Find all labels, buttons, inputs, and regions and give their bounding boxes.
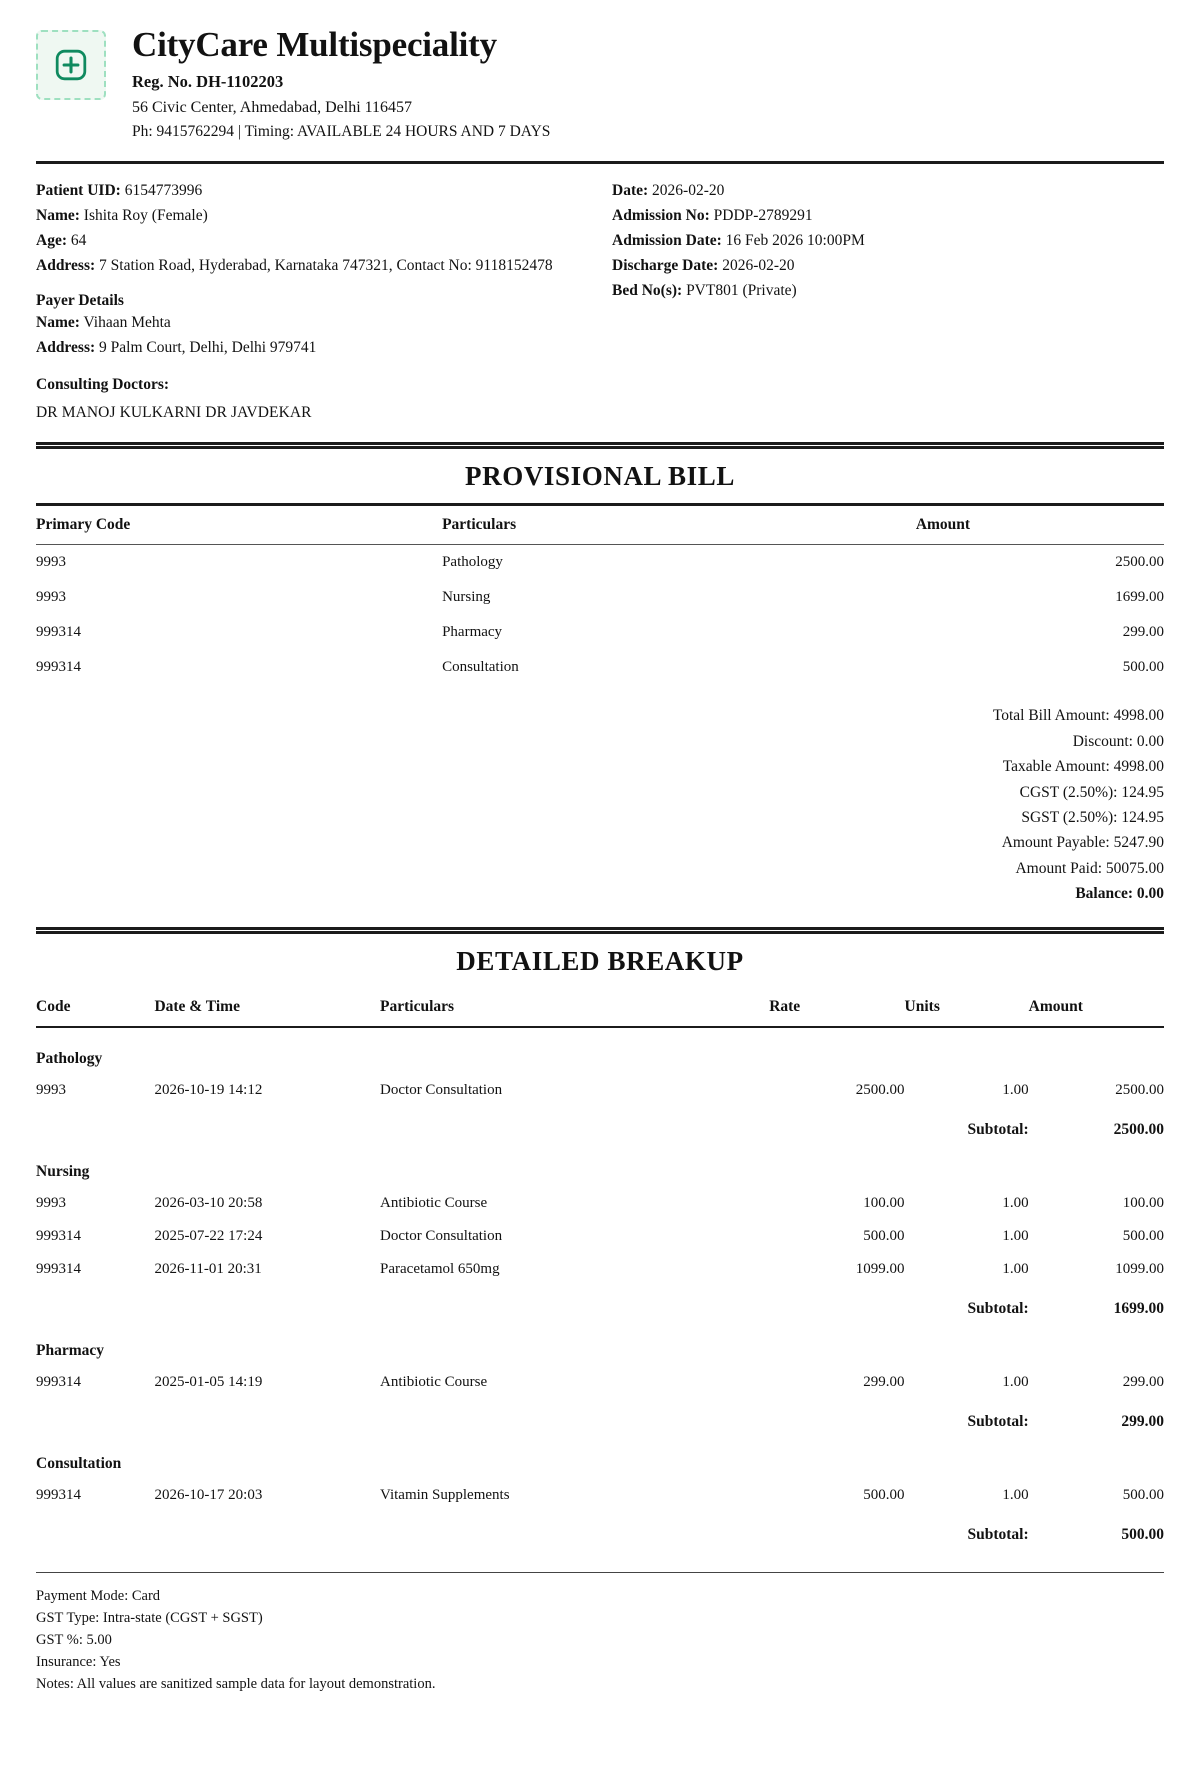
breakup-subtotal-row <box>36 1399 1164 1433</box>
bill-row-amount: 2500.00 <box>1115 554 1164 571</box>
payer-name-label: Name: <box>36 314 80 332</box>
admission-date-label: Admission Date: <box>612 232 722 250</box>
summary-label: Taxable Amount: <box>1002 758 1114 776</box>
summary-row <box>36 729 1164 754</box>
breakup-row-particulars: Vitamin Supplements <box>380 1486 510 1503</box>
breakup-row-particulars: Doctor Consultation <box>380 1227 503 1244</box>
breakup-row-units: 1.00 <box>1002 1194 1029 1211</box>
payer-details-heading: Payer Details <box>36 292 124 310</box>
table-row <box>36 580 1164 615</box>
subtotal-label: Subtotal: <box>967 1299 1029 1317</box>
payer-address-value: 9 Palm Court, Delhi, Delhi 979741 <box>99 339 317 357</box>
breakup-row-units: 1.00 <box>1002 1373 1029 1390</box>
payer-address-row <box>36 335 600 360</box>
subtotal-label: Subtotal: <box>967 1412 1029 1430</box>
breakup-subtotal-row <box>36 1286 1164 1320</box>
bill-row-code: 9993 <box>36 589 66 606</box>
footer-line: GST %: 5.00 <box>36 1631 112 1648</box>
col-date-time: Date & Time <box>154 988 380 1027</box>
patient-info-right <box>600 178 1164 423</box>
col-particulars: Particulars <box>380 988 769 1027</box>
summary-value: 124.95 <box>1121 809 1164 827</box>
breakup-row-code: 999314 <box>36 1227 81 1244</box>
bill-row-particulars: Consultation <box>442 659 519 676</box>
bill-footer <box>36 1573 1164 1695</box>
subtotal-spacer <box>36 1286 905 1320</box>
breakup-row-datetime: 2026-10-17 20:03 <box>154 1486 263 1503</box>
detailed-breakup-table <box>36 988 1164 1546</box>
breakup-row-rate: 1099.00 <box>855 1260 905 1277</box>
group-name: Pathology <box>36 1049 103 1067</box>
breakup-row-rate: 2500.00 <box>855 1081 905 1098</box>
summary-row <box>36 830 1164 855</box>
summary-label: Amount Payable: <box>1001 834 1114 852</box>
breakup-row-datetime: 2025-01-05 14:19 <box>154 1373 263 1390</box>
patient-name-value: Ishita Roy (Female) <box>83 206 208 224</box>
col-amount: Amount <box>916 505 1164 545</box>
breakup-row-code: 999314 <box>36 1373 81 1390</box>
bed-number-label: Bed No(s): <box>612 282 683 300</box>
subtotal-spacer <box>36 1512 905 1546</box>
summary-value: 0.00 <box>1136 885 1164 903</box>
footer-line: Insurance: Yes <box>36 1653 121 1670</box>
summary-row <box>36 754 1164 779</box>
subtotal-value: 500.00 <box>1121 1525 1164 1543</box>
subtotal-label: Subtotal: <box>967 1120 1029 1138</box>
provisional-bill-divider <box>36 442 1164 449</box>
breakup-row-amount: 299.00 <box>1122 1373 1164 1390</box>
breakup-row-particulars: Doctor Consultation <box>380 1081 503 1098</box>
footer-line: GST Type: Intra-state (CGST + SGST) <box>36 1609 263 1626</box>
table-row <box>36 1220 1164 1253</box>
breakup-row-code: 999314 <box>36 1260 81 1277</box>
bill-row-amount: 500.00 <box>1122 659 1164 676</box>
registration-number: Reg. No. DH-1102203 <box>132 71 284 91</box>
subtotal-spacer <box>36 1107 905 1141</box>
table-row <box>36 1187 1164 1220</box>
bill-row-particulars: Pathology <box>442 554 503 571</box>
breakup-group-header <box>36 1141 1164 1187</box>
breakup-row-datetime: 2025-07-22 17:24 <box>154 1227 263 1244</box>
bill-row-code: 999314 <box>36 624 81 641</box>
bill-row-amount: 1699.00 <box>1115 589 1164 606</box>
breakup-row-code: 9993 <box>36 1081 66 1098</box>
summary-row <box>36 780 1164 805</box>
summary-label: Total Bill Amount: <box>992 707 1114 725</box>
breakup-row-rate: 299.00 <box>863 1373 905 1390</box>
breakup-row-units: 1.00 <box>1002 1260 1029 1277</box>
group-name: Pharmacy <box>36 1341 105 1359</box>
medical-plus-icon <box>54 48 88 82</box>
table-header-row <box>36 505 1164 545</box>
breakup-subtotal-row <box>36 1512 1164 1546</box>
discharge-date-row <box>612 253 1164 278</box>
discharge-date-label: Discharge Date: <box>612 257 719 275</box>
summary-value: 5247.90 <box>1113 834 1164 852</box>
patient-uid-row <box>36 178 600 203</box>
summary-label: SGST (2.50%): <box>1021 809 1122 827</box>
summary-row <box>36 703 1164 728</box>
document-header <box>36 18 1164 151</box>
bill-date-label: Date: <box>612 181 649 199</box>
breakup-row-rate: 500.00 <box>863 1486 905 1503</box>
summary-label: Balance: <box>1075 885 1137 903</box>
col-rate: Rate <box>769 988 904 1027</box>
subtotal-value: 1699.00 <box>1113 1299 1164 1317</box>
consulting-doctors-names: DR MANOJ KULKARNI DR JAVDEKAR <box>36 404 312 422</box>
admission-no-row <box>612 203 1164 228</box>
breakup-row-datetime: 2026-03-10 20:58 <box>154 1194 263 1211</box>
breakup-row-amount: 1099.00 <box>1115 1260 1164 1277</box>
col-particulars: Particulars <box>442 505 916 545</box>
bill-row-amount: 299.00 <box>1122 624 1164 641</box>
breakup-row-amount: 2500.00 <box>1115 1081 1164 1098</box>
breakup-row-code: 9993 <box>36 1194 66 1211</box>
breakup-row-particulars: Paracetamol 650mg <box>380 1260 500 1277</box>
patient-address-row <box>36 253 600 278</box>
page-title: CityCare Multispeciality <box>132 25 497 64</box>
table-row <box>36 1074 1164 1107</box>
table-row <box>36 545 1164 581</box>
subtotal-label: Subtotal: <box>967 1525 1029 1543</box>
patient-age-label: Age: <box>36 232 67 250</box>
bill-row-code: 9993 <box>36 554 66 571</box>
col-code: Code <box>36 988 154 1027</box>
breakup-row-particulars: Antibiotic Course <box>380 1373 488 1390</box>
summary-value: 4998.00 <box>1113 758 1164 776</box>
breakup-group-header <box>36 1027 1164 1074</box>
table-row <box>36 1479 1164 1512</box>
hospital-logo <box>36 30 106 100</box>
hospital-contact-timing: Ph: 9415762294 | Timing: AVAILABLE 24 HOURS AND 7 DAYS <box>132 122 551 140</box>
breakup-row-units: 1.00 <box>1002 1227 1029 1244</box>
table-header-row <box>36 988 1164 1027</box>
payer-name-value: Vihaan Mehta <box>83 314 171 332</box>
breakup-row-amount: 500.00 <box>1122 1486 1164 1503</box>
patient-uid-label: Patient UID: <box>36 181 121 199</box>
patient-info-section <box>36 164 1164 427</box>
patient-address-value: 7 Station Road, Hyderabad, Karnataka 747321, Contact No: 9118152478 <box>99 257 553 275</box>
breakup-group-header <box>36 1320 1164 1366</box>
discharge-date-value: 2026-02-20 <box>722 257 795 275</box>
col-units: Units <box>905 988 1029 1027</box>
bed-number-row <box>612 278 1164 303</box>
summary-row <box>36 881 1164 906</box>
consulting-doctors-heading: Consulting Doctors: <box>36 376 170 394</box>
breakup-row-particulars: Antibiotic Course <box>380 1194 488 1211</box>
admission-no-value: PDDP-2789291 <box>713 206 813 224</box>
footer-line: Notes: All values are sanitized sample data for layout demonstration. <box>36 1675 436 1692</box>
detailed-breakup-divider <box>36 927 1164 934</box>
summary-row <box>36 805 1164 830</box>
patient-age-row <box>36 228 600 253</box>
summary-row <box>36 856 1164 881</box>
admission-no-label: Admission No: <box>612 206 710 224</box>
breakup-row-code: 999314 <box>36 1486 81 1503</box>
breakup-row-rate: 500.00 <box>863 1227 905 1244</box>
patient-address-label: Address: <box>36 257 96 275</box>
breakup-row-units: 1.00 <box>1002 1486 1029 1503</box>
col-amount: Amount <box>1029 988 1164 1027</box>
table-row <box>36 1366 1164 1399</box>
breakup-row-rate: 100.00 <box>863 1194 905 1211</box>
breakup-row-datetime: 2026-11-01 20:31 <box>154 1260 262 1277</box>
subtotal-spacer <box>36 1399 905 1433</box>
bill-row-particulars: Pharmacy <box>442 624 503 641</box>
breakup-row-amount: 500.00 <box>1122 1227 1164 1244</box>
patient-age-value: 64 <box>70 232 87 250</box>
bill-date-row <box>612 178 1164 203</box>
subtotal-value: 299.00 <box>1121 1412 1164 1430</box>
col-primary-code: Primary Code <box>36 505 442 545</box>
bed-number-value: PVT801 (Private) <box>686 282 797 300</box>
summary-label: CGST (2.50%): <box>1019 783 1122 801</box>
subtotal-value: 2500.00 <box>1113 1120 1164 1138</box>
payer-name-row <box>36 310 600 335</box>
bill-date-value: 2026-02-20 <box>652 181 725 199</box>
footer-line: Payment Mode: Card <box>36 1587 161 1604</box>
breakup-row-datetime: 2026-10-19 14:12 <box>154 1081 263 1098</box>
payer-address-label: Address: <box>36 339 96 357</box>
patient-uid-value: 6154773996 <box>124 181 203 199</box>
bill-row-particulars: Nursing <box>442 589 491 606</box>
provisional-bill-table <box>36 503 1164 685</box>
table-row <box>36 615 1164 650</box>
breakup-group-header <box>36 1433 1164 1479</box>
bill-row-code: 999314 <box>36 659 81 676</box>
summary-label: Amount Paid: <box>1015 859 1106 877</box>
admission-date-row <box>612 228 1164 253</box>
detailed-breakup-title: DETAILED BREAKUP <box>456 945 744 976</box>
patient-name-label: Name: <box>36 206 80 224</box>
provisional-bill-title: PROVISIONAL BILL <box>465 461 735 492</box>
breakup-subtotal-row <box>36 1107 1164 1141</box>
bill-summary <box>36 685 1164 910</box>
patient-info-left <box>36 178 600 423</box>
patient-name-row <box>36 203 600 228</box>
breakup-row-units: 1.00 <box>1002 1081 1029 1098</box>
group-name: Nursing <box>36 1162 90 1180</box>
table-row <box>36 1253 1164 1286</box>
summary-value: 4998.00 <box>1113 707 1164 725</box>
hospital-address: 56 Civic Center, Ahmedabad, Delhi 116457 <box>132 98 413 116</box>
summary-value: 0.00 <box>1136 732 1164 750</box>
breakup-row-amount: 100.00 <box>1122 1194 1164 1211</box>
summary-value: 124.95 <box>1121 783 1164 801</box>
summary-value: 50075.00 <box>1105 859 1164 877</box>
admission-date-value: 16 Feb 2026 10:00PM <box>725 232 865 250</box>
summary-label: Discount: <box>1072 732 1137 750</box>
table-row <box>36 650 1164 685</box>
group-name: Consultation <box>36 1454 122 1472</box>
